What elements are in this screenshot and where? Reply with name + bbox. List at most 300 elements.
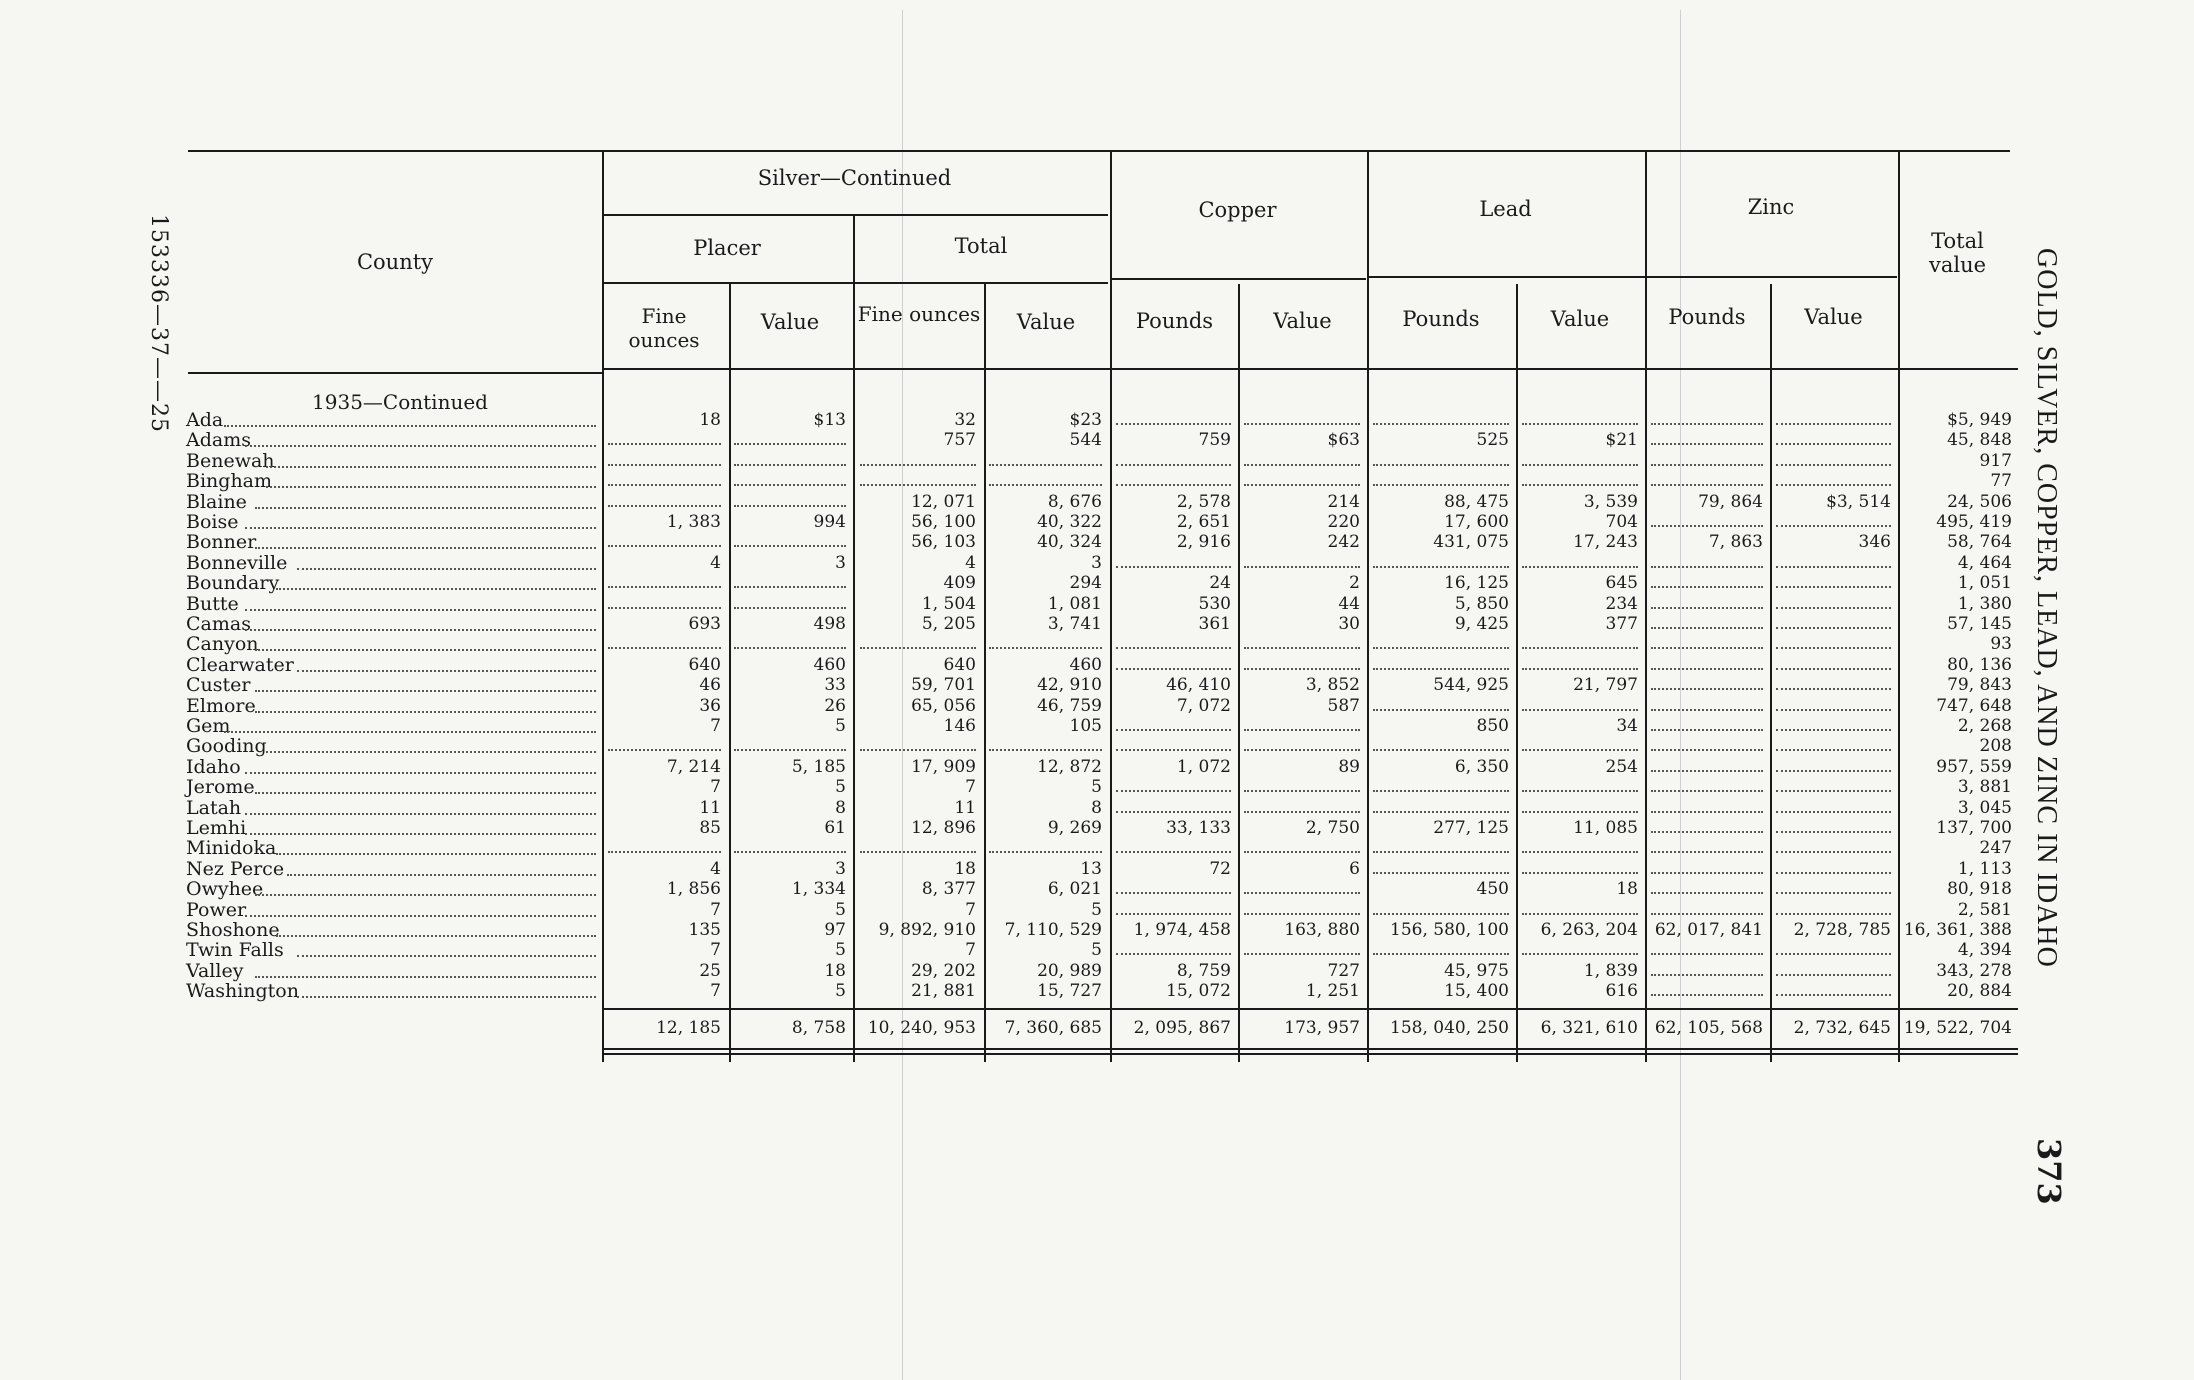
empty-cell-dots [1651, 770, 1763, 772]
cell-placer-oz: 7 [710, 777, 721, 798]
county-name: Shoshone [186, 919, 280, 941]
cell-cu-val: 3, 852 [1305, 675, 1360, 696]
empty-cell-dots [1651, 872, 1763, 874]
cell-total-value: 80, 136 [1947, 654, 2012, 675]
county-name: Twin Falls [186, 939, 284, 962]
header-placer: Placer [693, 236, 761, 260]
cell-placer-oz: 11 [699, 797, 721, 818]
empty-cell-dots [1776, 974, 1891, 976]
empty-cell-dots [1116, 749, 1231, 751]
empty-cell-dots [1373, 811, 1509, 813]
empty-cell-dots [860, 851, 976, 853]
cell-total-oz: 1, 504 [921, 593, 976, 614]
cell-placer-oz: 25 [699, 960, 721, 981]
page-number: 373 [2030, 1138, 2068, 1205]
empty-cell-dots [1651, 484, 1763, 486]
cell-placer-val: 61 [824, 818, 846, 838]
cell-pb-val: 616 [1605, 981, 1638, 1002]
empty-cell-dots [1651, 566, 1763, 568]
empty-cell-dots [1116, 423, 1231, 425]
leader-dots [245, 833, 597, 835]
header-lead-value: Value [1550, 307, 1610, 331]
empty-cell-dots [1651, 627, 1763, 629]
cell-total-oz: 11 [954, 797, 976, 818]
cell-total-value: 45, 848 [1947, 430, 2012, 451]
cell-cu-lb: 759 [1198, 430, 1231, 451]
county-name: Idaho [186, 755, 241, 778]
header-placer-value: Value [760, 310, 820, 334]
leader-dots [255, 690, 596, 692]
cell-placer-val: 33 [824, 675, 846, 696]
cell-total-oz: 7 [965, 777, 976, 798]
cell-total-oz: 21, 881 [911, 981, 976, 1002]
cell-total-value: 917 [1979, 450, 2012, 471]
county-name: Elmore [186, 694, 256, 717]
cell-zn-lb: 7, 863 [1708, 532, 1763, 553]
cell-cu-val: 242 [1327, 532, 1360, 553]
empty-cell-dots [734, 464, 846, 466]
empty-cell-dots [1244, 484, 1360, 486]
empty-cell-dots [1116, 851, 1231, 853]
running-title: GOLD, SILVER, COPPER, LEAD, AND ZINC IN IDAHO [2031, 248, 2062, 968]
cell-cu-val: 1, 251 [1305, 981, 1360, 1002]
empty-cell-dots [1651, 525, 1763, 527]
empty-cell-dots [860, 647, 976, 649]
empty-cell-dots [1244, 892, 1360, 894]
cell-pb-val: 645 [1605, 573, 1638, 594]
cell-zn-lb: 79, 864 [1698, 491, 1763, 512]
total-zn-lb: 62, 105, 568 [1654, 1017, 1763, 1038]
total-cu-val: 173, 957 [1284, 1017, 1360, 1038]
empty-cell-dots [1116, 953, 1231, 955]
empty-cell-dots [734, 545, 846, 547]
cell-total-val: 13 [1080, 858, 1102, 879]
county-name: Bingham [186, 470, 273, 493]
empty-cell-dots [1522, 484, 1638, 486]
header-zinc: Zinc [1747, 195, 1795, 219]
empty-cell-dots [1244, 647, 1360, 649]
cell-total-val: 3 [1091, 552, 1102, 573]
cell-pb-val: 234 [1605, 593, 1638, 614]
empty-cell-dots [1776, 607, 1891, 609]
leader-dots [224, 731, 597, 733]
empty-cell-dots [1373, 566, 1509, 568]
county-name: Adams [186, 429, 251, 452]
header-rule-silver-sub [604, 282, 1108, 284]
cell-pb-val: 6, 263, 204 [1540, 920, 1638, 940]
empty-cell-dots [1373, 647, 1509, 649]
cell-placer-val: 5 [835, 777, 846, 798]
cell-cu-lb: 46, 410 [1166, 675, 1231, 696]
empty-cell-dots [1776, 484, 1891, 486]
totals-top-rule [604, 1008, 2018, 1010]
header-rule-silver [604, 214, 1108, 216]
total-placer-oz: 12, 185 [656, 1017, 721, 1038]
cell-total-oz: 65, 056 [911, 695, 976, 716]
column-rule [853, 216, 855, 1062]
empty-cell-dots [734, 607, 846, 609]
cell-total-oz: 56, 100 [911, 512, 976, 532]
empty-cell-dots [1116, 484, 1231, 486]
empty-cell-dots [1373, 749, 1509, 751]
empty-cell-dots [1244, 851, 1360, 853]
cell-total-val: 5 [1091, 940, 1102, 961]
column-rule [1516, 284, 1518, 1062]
cell-total-val: 46, 759 [1037, 695, 1102, 716]
empty-cell-dots [608, 484, 721, 486]
empty-cell-dots [1776, 913, 1891, 915]
empty-cell-dots [1776, 729, 1891, 731]
empty-cell-dots [989, 647, 1102, 649]
empty-cell-dots [1651, 953, 1763, 955]
cell-cu-val: 89 [1338, 756, 1360, 777]
column-rule [1238, 284, 1240, 1062]
cell-total-val: 294 [1069, 573, 1102, 594]
cell-zn-val: $3, 514 [1826, 491, 1891, 512]
empty-cell-dots [1244, 790, 1360, 792]
empty-cell-dots [1776, 892, 1891, 894]
cell-total-value: 495, 419 [1936, 512, 2012, 532]
cell-cu-lb: 2, 578 [1176, 491, 1231, 512]
empty-cell-dots [1522, 851, 1638, 853]
cell-total-value: 343, 278 [1936, 960, 2012, 981]
cell-total-value: 3, 881 [1957, 777, 2012, 798]
total-cu-lb: 2, 095, 867 [1133, 1017, 1231, 1038]
cell-total-val: 40, 322 [1037, 512, 1102, 532]
empty-cell-dots [1776, 423, 1891, 425]
empty-cell-dots [1776, 586, 1891, 588]
header-lead: Lead [1479, 197, 1532, 221]
cell-total-val: 7, 110, 529 [1004, 920, 1102, 940]
empty-cell-dots [1651, 464, 1763, 466]
cell-total-oz: 12, 896 [911, 818, 976, 838]
empty-cell-dots [860, 749, 976, 751]
cell-total-oz: 12, 071 [911, 491, 976, 512]
empty-cell-dots [1522, 566, 1638, 568]
empty-cell-dots [1776, 525, 1891, 527]
county-name: Minidoka [186, 837, 277, 860]
cell-placer-val: 460 [813, 654, 846, 675]
cell-cu-val: 2 [1349, 573, 1360, 594]
cell-placer-oz: 7, 214 [666, 756, 721, 777]
empty-cell-dots [1244, 913, 1360, 915]
county-name: Bonner [186, 531, 257, 554]
empty-cell-dots [1651, 443, 1763, 445]
cell-total-val: $23 [1069, 410, 1102, 430]
cell-pb-val: 254 [1605, 756, 1638, 777]
leader-dots [255, 711, 596, 713]
cell-cu-lb: 24 [1209, 573, 1231, 594]
empty-cell-dots [1522, 749, 1638, 751]
county-name: Lemhi [186, 817, 247, 839]
total-total-value: 19, 522, 704 [1903, 1017, 2012, 1038]
cell-placer-oz: 693 [688, 614, 721, 634]
cell-cu-lb: 1, 974, 458 [1133, 920, 1231, 940]
cell-total-val: 20, 989 [1037, 960, 1102, 981]
total-total-oz: 10, 240, 953 [867, 1017, 976, 1038]
cell-pb-lb: 850 [1476, 716, 1509, 736]
cell-cu-val: 6 [1349, 858, 1360, 879]
empty-cell-dots [608, 647, 721, 649]
leader-dots [255, 894, 596, 896]
leader-dots [245, 813, 597, 815]
cell-placer-val: 498 [813, 614, 846, 634]
county-name: Owyhee [186, 878, 264, 901]
empty-cell-dots [1244, 423, 1360, 425]
empty-cell-dots [1116, 892, 1231, 894]
cell-total-val: 544 [1069, 430, 1102, 451]
total-pb-val: 6, 321, 610 [1540, 1017, 1638, 1038]
leader-dots [276, 935, 596, 937]
empty-cell-dots [1651, 647, 1763, 649]
cell-pb-lb: 45, 975 [1444, 960, 1509, 981]
cell-cu-lb: 1, 072 [1176, 756, 1231, 777]
cell-total-oz: 8, 377 [921, 879, 976, 900]
cell-placer-oz: 135 [688, 920, 721, 940]
cell-placer-oz: 7 [710, 981, 721, 1002]
cell-placer-val: 3 [835, 858, 846, 879]
cell-cu-lb: 7, 072 [1176, 695, 1231, 716]
cell-total-val: 5 [1091, 777, 1102, 798]
empty-cell-dots [860, 464, 976, 466]
cell-total-oz: 7 [965, 899, 976, 920]
header-copper: Copper [1198, 198, 1277, 222]
county-name: Jerome [186, 776, 255, 799]
county-name: Nez Perce [186, 857, 285, 880]
cell-total-val: 42, 910 [1037, 675, 1102, 696]
county-name: Camas [186, 613, 251, 635]
empty-cell-dots [1776, 770, 1891, 772]
cell-cu-lb: 361 [1198, 614, 1231, 634]
cell-total-value: 4, 394 [1957, 940, 2012, 961]
empty-cell-dots [1651, 749, 1763, 751]
cell-placer-val: 18 [824, 960, 846, 981]
cell-pb-lb: 9, 425 [1454, 614, 1509, 634]
cell-total-value: $5, 949 [1947, 410, 2012, 430]
cell-placer-val: 26 [824, 695, 846, 716]
totals-bottom-rule-double [604, 1053, 2018, 1055]
cell-total-val: 3, 741 [1047, 614, 1102, 634]
leader-dots [255, 507, 596, 509]
empty-cell-dots [1244, 811, 1360, 813]
empty-cell-dots [608, 464, 721, 466]
county-name: Ada [186, 409, 224, 431]
cell-total-value: 957, 559 [1936, 756, 2012, 777]
header-copper-value: Value [1273, 309, 1332, 333]
empty-cell-dots [1776, 627, 1891, 629]
cell-pb-lb: 15, 400 [1444, 981, 1509, 1002]
county-name: Canyon [186, 633, 259, 656]
cell-total-oz: 32 [954, 410, 976, 430]
empty-cell-dots [1651, 974, 1763, 976]
empty-cell-dots [1776, 709, 1891, 711]
header-zinc-value: Value [1804, 305, 1863, 329]
leader-dots [266, 486, 597, 488]
empty-cell-dots [1776, 566, 1891, 568]
cell-total-value: 80, 918 [1947, 879, 2012, 900]
empty-cell-dots [1116, 790, 1231, 792]
empty-cell-dots [734, 851, 846, 853]
empty-cell-dots [1522, 423, 1638, 425]
leader-dots [224, 425, 597, 427]
empty-cell-dots [1373, 423, 1509, 425]
cell-total-oz: 757 [943, 430, 976, 451]
cell-total-val: 15, 727 [1037, 981, 1102, 1002]
cell-total-oz: 18 [954, 858, 976, 879]
empty-cell-dots [1522, 464, 1638, 466]
cell-total-value: 3, 045 [1957, 797, 2012, 818]
cell-cu-lb: 530 [1198, 593, 1231, 614]
cell-placer-val: 5 [835, 981, 846, 1002]
empty-cell-dots [1651, 811, 1763, 813]
header-total-fine-ounces: Fine ounces [857, 302, 981, 326]
empty-cell-dots [1776, 994, 1891, 996]
cell-pb-lb: 6, 350 [1454, 756, 1509, 777]
cell-total-oz: 7 [965, 940, 976, 961]
cell-pb-val: 17, 243 [1573, 532, 1638, 553]
cell-total-val: 460 [1069, 654, 1102, 675]
cell-total-value: 1, 380 [1957, 593, 2012, 614]
cell-pb-lb: 156, 580, 100 [1390, 920, 1509, 940]
empty-cell-dots [608, 749, 721, 751]
leader-dots [255, 649, 596, 651]
cell-cu-lb: 8, 759 [1176, 960, 1231, 981]
empty-cell-dots [1116, 464, 1231, 466]
cell-total-oz: 29, 202 [911, 960, 976, 981]
header-rule-zinc [1647, 276, 1897, 278]
empty-cell-dots [1776, 688, 1891, 690]
leader-dots [297, 955, 596, 957]
county-name: Boundary [186, 572, 280, 595]
empty-cell-dots [1651, 994, 1763, 996]
empty-cell-dots [1651, 668, 1763, 670]
cell-pb-val: 1, 839 [1583, 960, 1638, 981]
empty-cell-dots [734, 647, 846, 649]
cell-placer-val: 5, 185 [791, 756, 846, 777]
leader-dots [266, 751, 597, 753]
header-lead-pounds: Pounds [1402, 307, 1480, 331]
cell-pb-lb: 431, 075 [1433, 532, 1509, 553]
cell-pb-lb: 16, 125 [1444, 573, 1509, 594]
cell-cu-lb: 2, 916 [1176, 532, 1231, 553]
header-rule-county [188, 372, 602, 374]
cell-total-value: 137, 700 [1936, 818, 2012, 838]
cell-placer-val: 3 [835, 552, 846, 573]
section-label: 1935—Continued [312, 390, 488, 414]
cell-pb-val: 377 [1605, 614, 1638, 634]
county-name: Benewah [186, 449, 275, 472]
cell-cu-val: 220 [1327, 512, 1360, 532]
empty-cell-dots [1776, 872, 1891, 874]
empty-cell-dots [608, 851, 721, 853]
county-name: Blaine [186, 490, 247, 513]
cell-total-value: 208 [1979, 736, 2012, 757]
column-rule [1898, 150, 1900, 1062]
cell-total-val: 5 [1091, 899, 1102, 920]
cell-total-val: 6, 021 [1047, 879, 1102, 900]
empty-cell-dots [1522, 668, 1638, 670]
total-total-val: 7, 360, 685 [1004, 1017, 1102, 1038]
cell-total-val: 9, 269 [1047, 818, 1102, 838]
cell-total-value: 747, 648 [1936, 695, 2012, 716]
cell-total-value: 2, 581 [1957, 899, 2012, 920]
column-rule [1770, 284, 1772, 1062]
cell-pb-lb: 5, 850 [1454, 593, 1509, 614]
header-silver-continued: Silver—Continued [757, 166, 952, 190]
cell-total-val: 12, 872 [1037, 756, 1102, 777]
empty-cell-dots [1244, 464, 1360, 466]
empty-cell-dots [608, 607, 721, 609]
cell-placer-val: 5 [835, 716, 846, 736]
empty-cell-dots [1651, 851, 1763, 853]
empty-cell-dots [1116, 913, 1231, 915]
empty-cell-dots [1373, 790, 1509, 792]
leader-dots [245, 609, 597, 611]
cell-total-val: 105 [1069, 716, 1102, 736]
cell-cu-lb: 15, 072 [1166, 981, 1231, 1002]
empty-cell-dots [1373, 484, 1509, 486]
cell-placer-oz: 85 [699, 818, 721, 838]
cell-cu-lb: 33, 133 [1166, 818, 1231, 838]
cell-total-val: 1, 081 [1047, 593, 1102, 614]
cell-cu-lb: 2, 651 [1176, 512, 1231, 532]
empty-cell-dots [1776, 851, 1891, 853]
cell-placer-val: 5 [835, 899, 846, 920]
cell-cu-lb: 72 [1209, 858, 1231, 879]
empty-cell-dots [734, 443, 846, 445]
empty-cell-dots [1651, 790, 1763, 792]
leader-dots [266, 466, 597, 468]
cell-pb-lb: 525 [1476, 430, 1509, 451]
leader-dots [245, 527, 597, 529]
empty-cell-dots [734, 586, 846, 588]
total-placer-val: 8, 758 [791, 1017, 846, 1038]
county-name: Gem [186, 715, 231, 737]
cell-total-value: 57, 145 [1947, 614, 2012, 634]
empty-cell-dots [989, 484, 1102, 486]
county-name: Valley [186, 959, 244, 982]
empty-cell-dots [1116, 729, 1231, 731]
header-rule-columns [604, 368, 2018, 370]
header-copper-pounds: Pounds [1135, 309, 1214, 333]
empty-cell-dots [608, 443, 721, 445]
empty-cell-dots [734, 505, 846, 507]
cell-placer-oz: 46 [699, 675, 721, 696]
cell-pb-lb: 544, 925 [1433, 675, 1509, 696]
cell-placer-oz: 7 [710, 940, 721, 961]
cell-placer-val: 1, 334 [791, 879, 846, 900]
empty-cell-dots [1373, 913, 1509, 915]
cell-pb-lb: 277, 125 [1433, 818, 1509, 838]
cell-total-oz: 5, 205 [921, 614, 976, 634]
totals-bottom-rule [604, 1048, 2018, 1050]
header-rule-copper [1112, 278, 1366, 280]
cell-total-value: 79, 843 [1947, 675, 2012, 696]
empty-cell-dots [1373, 668, 1509, 670]
county-name: Butte [186, 592, 239, 615]
empty-cell-dots [1244, 668, 1360, 670]
cell-zn-val: 346 [1858, 532, 1891, 553]
cell-cu-val: 727 [1327, 960, 1360, 981]
cell-placer-val: 8 [835, 797, 846, 818]
header-total-value: Total value [1928, 229, 1987, 277]
cell-total-val: 8 [1091, 797, 1102, 818]
cell-total-value: 24, 506 [1947, 491, 2012, 512]
empty-cell-dots [1776, 443, 1891, 445]
cell-placer-oz: 1, 856 [666, 879, 721, 900]
header-placer-fine-ounces: Fine ounces [628, 304, 700, 352]
county-name: Bonneville [186, 551, 288, 574]
